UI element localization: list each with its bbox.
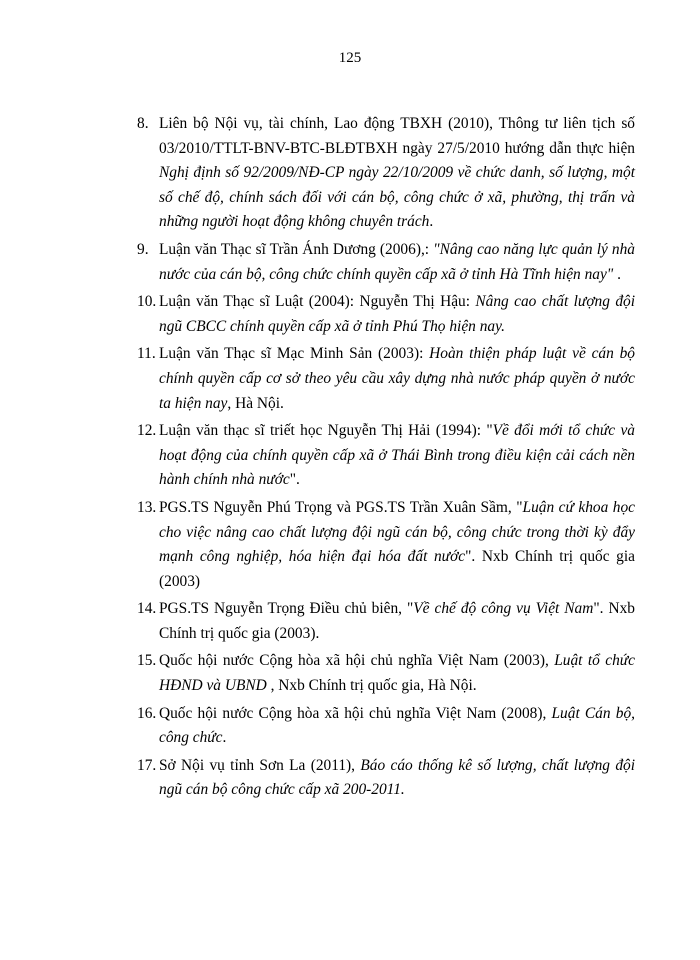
reference-item — [137, 112, 635, 235]
reference-text: ". Nxb Chính trị quốc gia (2003) — [159, 548, 635, 590]
reference-text: . — [613, 265, 621, 283]
reference-text: , Nxb Chính trị quốc gia, Hà Nội. — [266, 677, 477, 695]
reference-text: PGS.TS Nguyễn Phú Trọng và PGS.TS Trần Xuân Sầm, " — [159, 498, 523, 516]
reference-text: Sở Nội vụ tỉnh Sơn La (2011), — [159, 756, 361, 774]
reference-title-text: Về đổi mới tổ chức và hoạt động của chính quyền cấp xã ở Thái Bình trong điều kiện cải cách nền hành chính nhà nước — [159, 422, 635, 489]
reference-item — [137, 290, 635, 339]
reference-text: ". Nxb Chính trị quốc gia (2003). — [159, 600, 636, 642]
reference-number: 11. — [137, 345, 156, 363]
reference-text: . — [429, 213, 434, 231]
reference-title-text: Hoàn thiện pháp luật về cán bộ chính quyền cấp cơ sở theo yêu cầu xây dựng nhà nước pháp quyền ở nước ta hiện nay — [159, 345, 636, 412]
reference-text: Luận văn Thạc sĩ Luật (2004): Nguyễn Thị Hậu: — [159, 293, 476, 311]
reference-number: 17. — [137, 756, 157, 774]
reference-item — [137, 419, 635, 493]
reference-item — [137, 649, 635, 698]
reference-text: ". — [289, 471, 300, 489]
reference-number: 16. — [137, 704, 157, 722]
reference-item — [137, 496, 635, 594]
reference-title-text: Luận cứ khoa học cho việc nâng cao chất lượng đội ngũ cán bộ, công chức trong thời kỳ đẩy mạnh công nghiệp, hóa hiện đại hóa đất nước — [159, 498, 635, 566]
reference-number: 9. — [137, 240, 149, 258]
reference-title-text: "Nâng cao năng lực quản lý nhà nước của cán bộ, công chức chính quyền cấp xã ở tỉnh Hà Tĩnh hiện nay" — [159, 240, 635, 283]
reference-item — [137, 597, 635, 646]
reference-number: 8. — [137, 115, 149, 132]
reference-text: Luận văn Thạc sĩ Mạc Minh Sản (2003): — [159, 345, 430, 363]
reference-text: . — [222, 729, 227, 747]
reference-text: Quốc hội nước Cộng hòa xã hội chủ nghĩa Việt Nam (2008), — [159, 704, 552, 722]
reference-number: 12. — [137, 422, 157, 440]
reference-text: , Hà Nội. — [227, 394, 284, 412]
reference-title-text: Về chế độ công vụ Việt Nam — [413, 600, 594, 618]
reference-title-text: Luật tổ chức HĐND và UBND — [159, 652, 635, 695]
reference-text: Quốc hội nước Cộng hòa xã hội chủ nghĩa Việt Nam (2003), — [159, 652, 555, 670]
reference-number: 15. — [137, 652, 157, 670]
reference-item — [137, 238, 635, 287]
reference-number: 13. — [137, 498, 157, 516]
reference-number: 14. — [137, 600, 157, 618]
reference-title-text: Nâng cao chất lượng đội ngũ CBCC chính quyền cấp xã ở tỉnh Phú Thọ hiện nay. — [159, 293, 635, 335]
reference-text: Liên bộ Nội vụ, tài chính, Lao động TBXH (2010), Thông tư liên tịch số 03/2010/TTLT-BNV-BTC-BLĐTBXH ngày 27/5/2010 hướng dẫn thực hiện — [159, 115, 635, 157]
reference-number: 10. — [137, 293, 157, 311]
reference-item — [137, 754, 635, 803]
reference-title-text: Nghị định số 92/2009/NĐ-CP ngày 22/10/2009 về chức danh, số lượng, một số chế độ, chính sách đối với cán bộ, công chức ở xã, phường, thị trấn và những người hoạt động không chuyên trách — [159, 164, 635, 231]
reference-text: Luận văn thạc sĩ triết học Nguyễn Thị Hải (1994): " — [159, 422, 493, 440]
reference-item — [137, 342, 635, 416]
reference-title-text: Báo cáo thống kê số lượng, chất lượng đội ngũ cán bộ công chức cấp xã 200-2011. — [159, 756, 635, 799]
reference-list — [137, 112, 635, 806]
reference-text: PGS.TS Nguyễn Trọng Điều chủ biên, " — [159, 600, 414, 618]
page-number: 125 — [338, 50, 362, 66]
reference-item — [137, 702, 635, 751]
reference-title-text: Luật Cán bộ, công chức — [159, 704, 635, 747]
reference-text: Luận văn Thạc sĩ Trần Ánh Dương (2006),: — [159, 240, 434, 258]
